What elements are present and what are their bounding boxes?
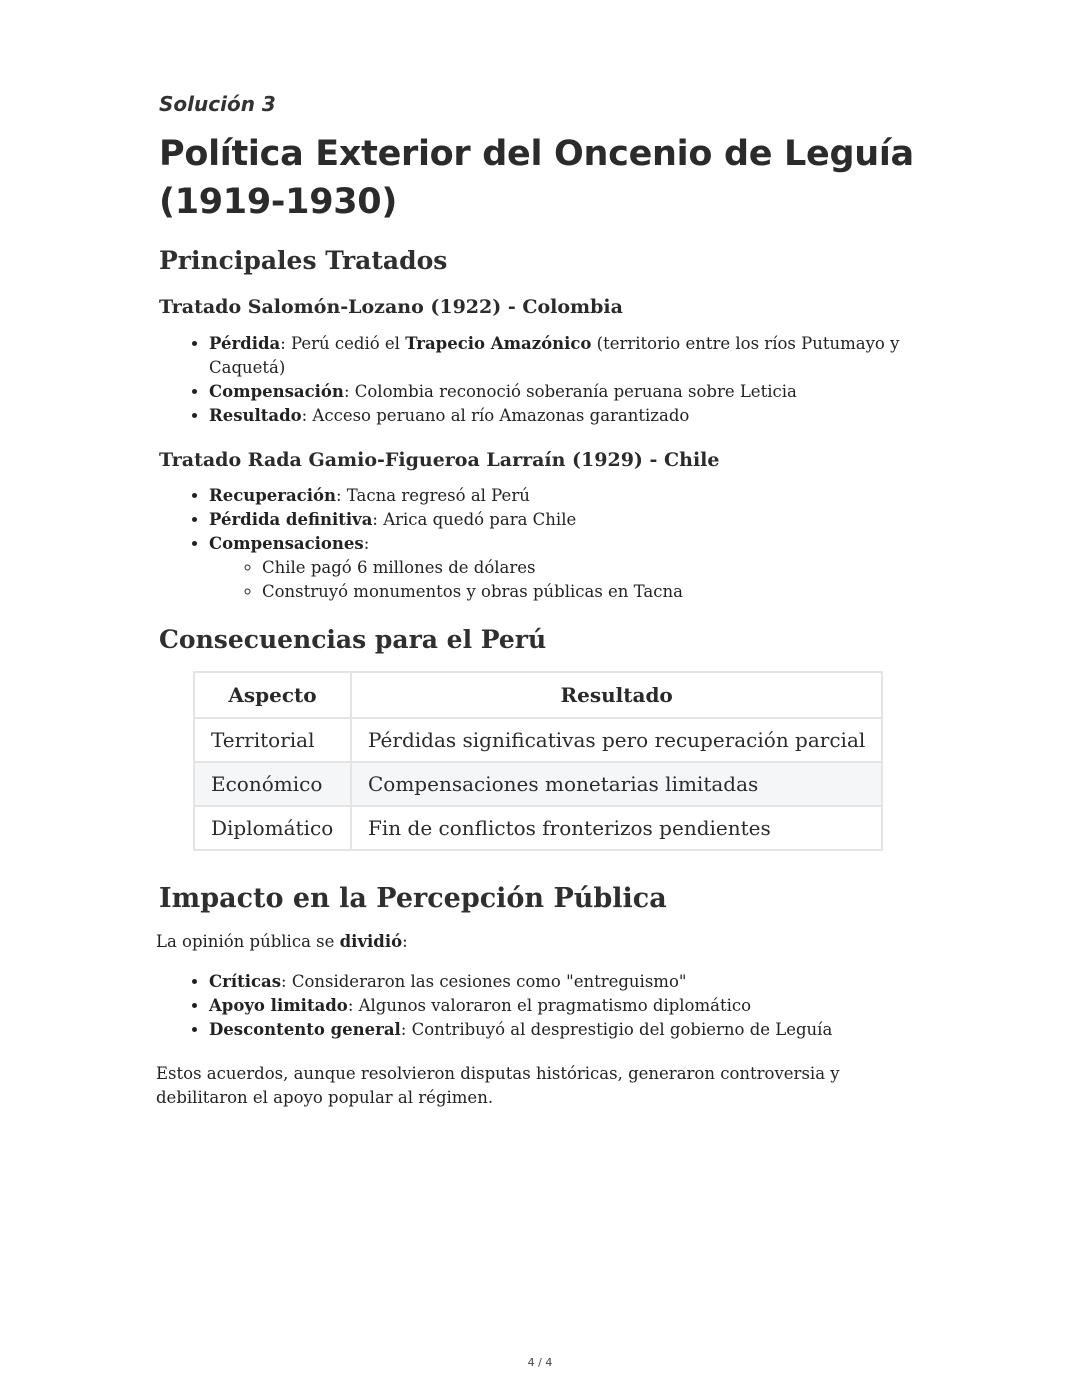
section-heading-impact: Impacto en la Percepción Pública — [159, 882, 667, 914]
list-item: • Descontento general: Contribuyó al desprestigio del gobierno de Leguía — [209, 1018, 919, 1042]
item-term: Compensaciones — [209, 534, 364, 554]
section-heading-consequences: Consecuencias para el Perú — [159, 625, 547, 655]
item-term: Resultado — [209, 405, 302, 425]
item-term: Descontento general — [209, 1020, 401, 1040]
column-header-aspect: Aspecto — [194, 672, 351, 718]
table-row — [194, 762, 882, 806]
compensation-sublist — [209, 556, 919, 604]
cell-aspect: Territorial — [194, 718, 351, 762]
table-row — [194, 806, 882, 850]
item-term: Recuperación — [209, 486, 336, 506]
cell-result: Compensaciones monetarias limitadas — [351, 762, 882, 806]
item-term: Pérdida — [209, 333, 281, 353]
section-heading-treaties: Principales Tratados — [159, 245, 448, 275]
item-term: Compensación — [209, 381, 344, 401]
list-item: • Pérdida definitiva: Arica quedó para Chile — [209, 508, 919, 532]
item-term: Pérdida definitiva — [209, 510, 373, 530]
sublist-item: ◦ Construyó monumentos y obras públicas en Tacna — [262, 580, 919, 604]
list-item: • Resultado: Acceso peruano al río Amazonas garantizado — [209, 404, 919, 428]
cell-aspect: Diplomático — [194, 806, 351, 850]
page-title: Política Exterior del Oncenio de Leguía (1919-1930) — [159, 134, 914, 223]
list-item: • Críticas: Consideraron las cesiones como "entreguismo" — [209, 970, 919, 994]
cell-result: Pérdidas significativas pero recuperación parcial — [351, 718, 882, 762]
list-item: • Recuperación: Tacna regresó al Perú — [209, 484, 919, 508]
item-term: Apoyo limitado — [209, 996, 348, 1016]
item-term: Críticas — [209, 972, 282, 992]
sublist-item: ◦ Chile pagó 6 millones de dólares — [262, 556, 919, 580]
list-item: • Compensación: Colombia reconoció soberanía peruana sobre Leticia — [209, 380, 919, 404]
table-header-row — [194, 672, 882, 718]
treaty-heading-chile: Tratado Rada Gamio-Figueroa Larraín (1929) - Chile — [159, 448, 720, 471]
list-item: • Apoyo limitado: Algunos valoraron el pragmatismo diplomático — [209, 994, 919, 1018]
page-number: 4 / 4 — [527, 1356, 553, 1369]
list-item: • Compensaciones: ◦ Chile pagó 6 millones de dólares ◦ Construyó monumentos y obras públicas en Tacna — [209, 532, 919, 604]
treaty-chile-list — [159, 484, 919, 604]
column-header-result: Resultado — [351, 672, 882, 718]
treaty-heading-colombia: Tratado Salomón-Lozano (1922) - Colombia — [159, 296, 623, 319]
cell-aspect: Económico — [194, 762, 351, 806]
list-item: • Pérdida: Perú cedió el Trapecio Amazónico (territorio entre los ríos Putumayo y Caquetá) — [209, 332, 919, 380]
table-row — [194, 718, 882, 762]
solution-label: Solución 3 — [159, 92, 276, 116]
impact-list — [159, 970, 919, 1042]
conclusion-paragraph: Estos acuerdos, aunque resolvieron disputas históricas, generaron controversia y debilitaron el apoyo popular al régimen. — [156, 1064, 840, 1108]
item-strong: Trapecio Amazónico — [405, 333, 592, 353]
impact-intro: La opinión pública se dividió: — [156, 932, 408, 952]
treaty-colombia-list — [159, 332, 919, 428]
document-page — [156, 92, 919, 1126]
consequences-table — [193, 671, 883, 851]
cell-result: Fin de conflictos fronterizos pendientes — [351, 806, 882, 850]
